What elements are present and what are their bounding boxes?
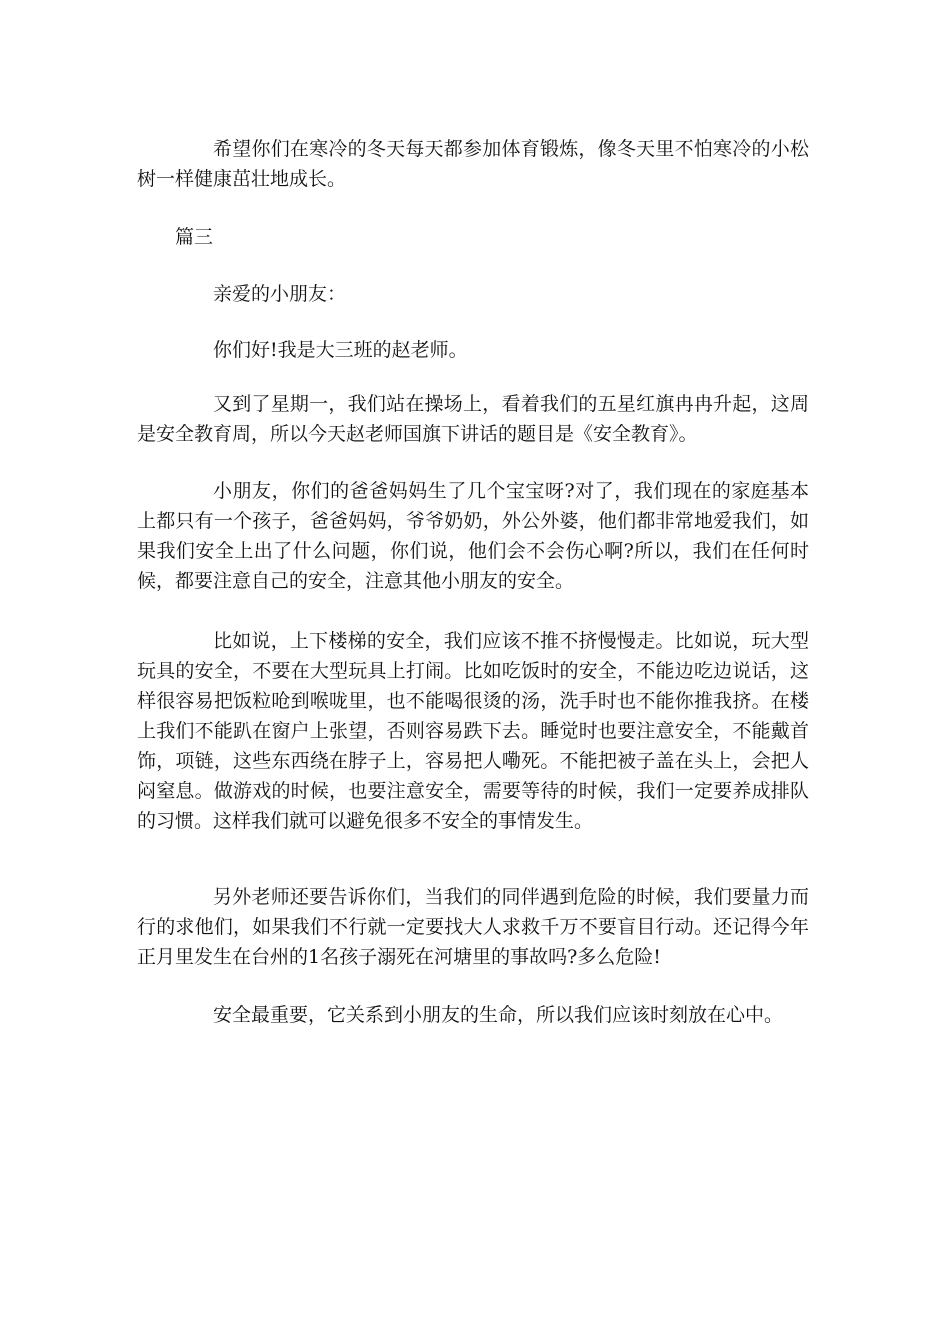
paragraph-exercise-wish: 希望你们在寒冷的冬天每天都参加体育锻炼，像冬天里不怕寒冷的小松树一样健康茁壮地成长。 bbox=[137, 138, 809, 190]
paragraph-salutation: 亲爱的小朋友： bbox=[213, 283, 347, 305]
paragraph-family: 小朋友，你们的爸爸妈妈生了几个宝宝呀?对了，我们现在的家庭基本上都只有一个孩子，爸爸妈妈，爷爷奶奶，外公外婆，他们都非常地爱我们，如果我们安全上出了什么问题，你们说，他们会不会伤心啊?所以，我们在任何时候，都要注意自己的安全，注意其他小朋友的安全。 bbox=[137, 480, 809, 592]
paragraph-safety-examples: 比如说，上下楼梯的安全，我们应该不推不挤慢慢走。比如说，玩大型玩具的安全，不要在大型玩具上打闹。比如吃饭时的安全，不能边吃边说话，这样很容易把饭粒呛到喉咙里，也不能喝很烫的汤，洗手时也不能你推我挤。在楼上我们不能趴在窗户上张望，否则容易跌下去。睡觉时也要注意安全，不能戴首饰，项链，这些东西绕在脖子上，容易把人嘞死。不能把被子盖在头上，会把人闷窒息。做游戏的时候，也要注意安全，需要等待的时候，我们一定要养成排队的习惯。这样我们就可以避免很多不安全的事情发生。 bbox=[137, 630, 809, 832]
section-heading: 篇三 bbox=[175, 226, 214, 248]
paragraph-danger-advice: 另外老师还要告诉你们，当我们的同伴遇到危险的时候，我们要量力而行的求他们，如果我们不行就一定要找大人求救千万不要盲目行动。还记得今年正月里发生在台州的1名孩子溺死在河塘里的事故吗?多么危险! bbox=[137, 886, 809, 968]
paragraph-conclusion: 安全最重要，它关系到小朋友的生命，所以我们应该时刻放在心中。 bbox=[213, 1004, 784, 1026]
paragraph-intro: 又到了星期一，我们站在操场上，看着我们的五星红旗冉冉升起，这周是安全教育周，所以今天赵老师国旗下讲话的题目是《安全教育》。 bbox=[137, 393, 809, 445]
paragraph-greeting: 你们好!我是大三班的赵老师。 bbox=[213, 339, 468, 361]
